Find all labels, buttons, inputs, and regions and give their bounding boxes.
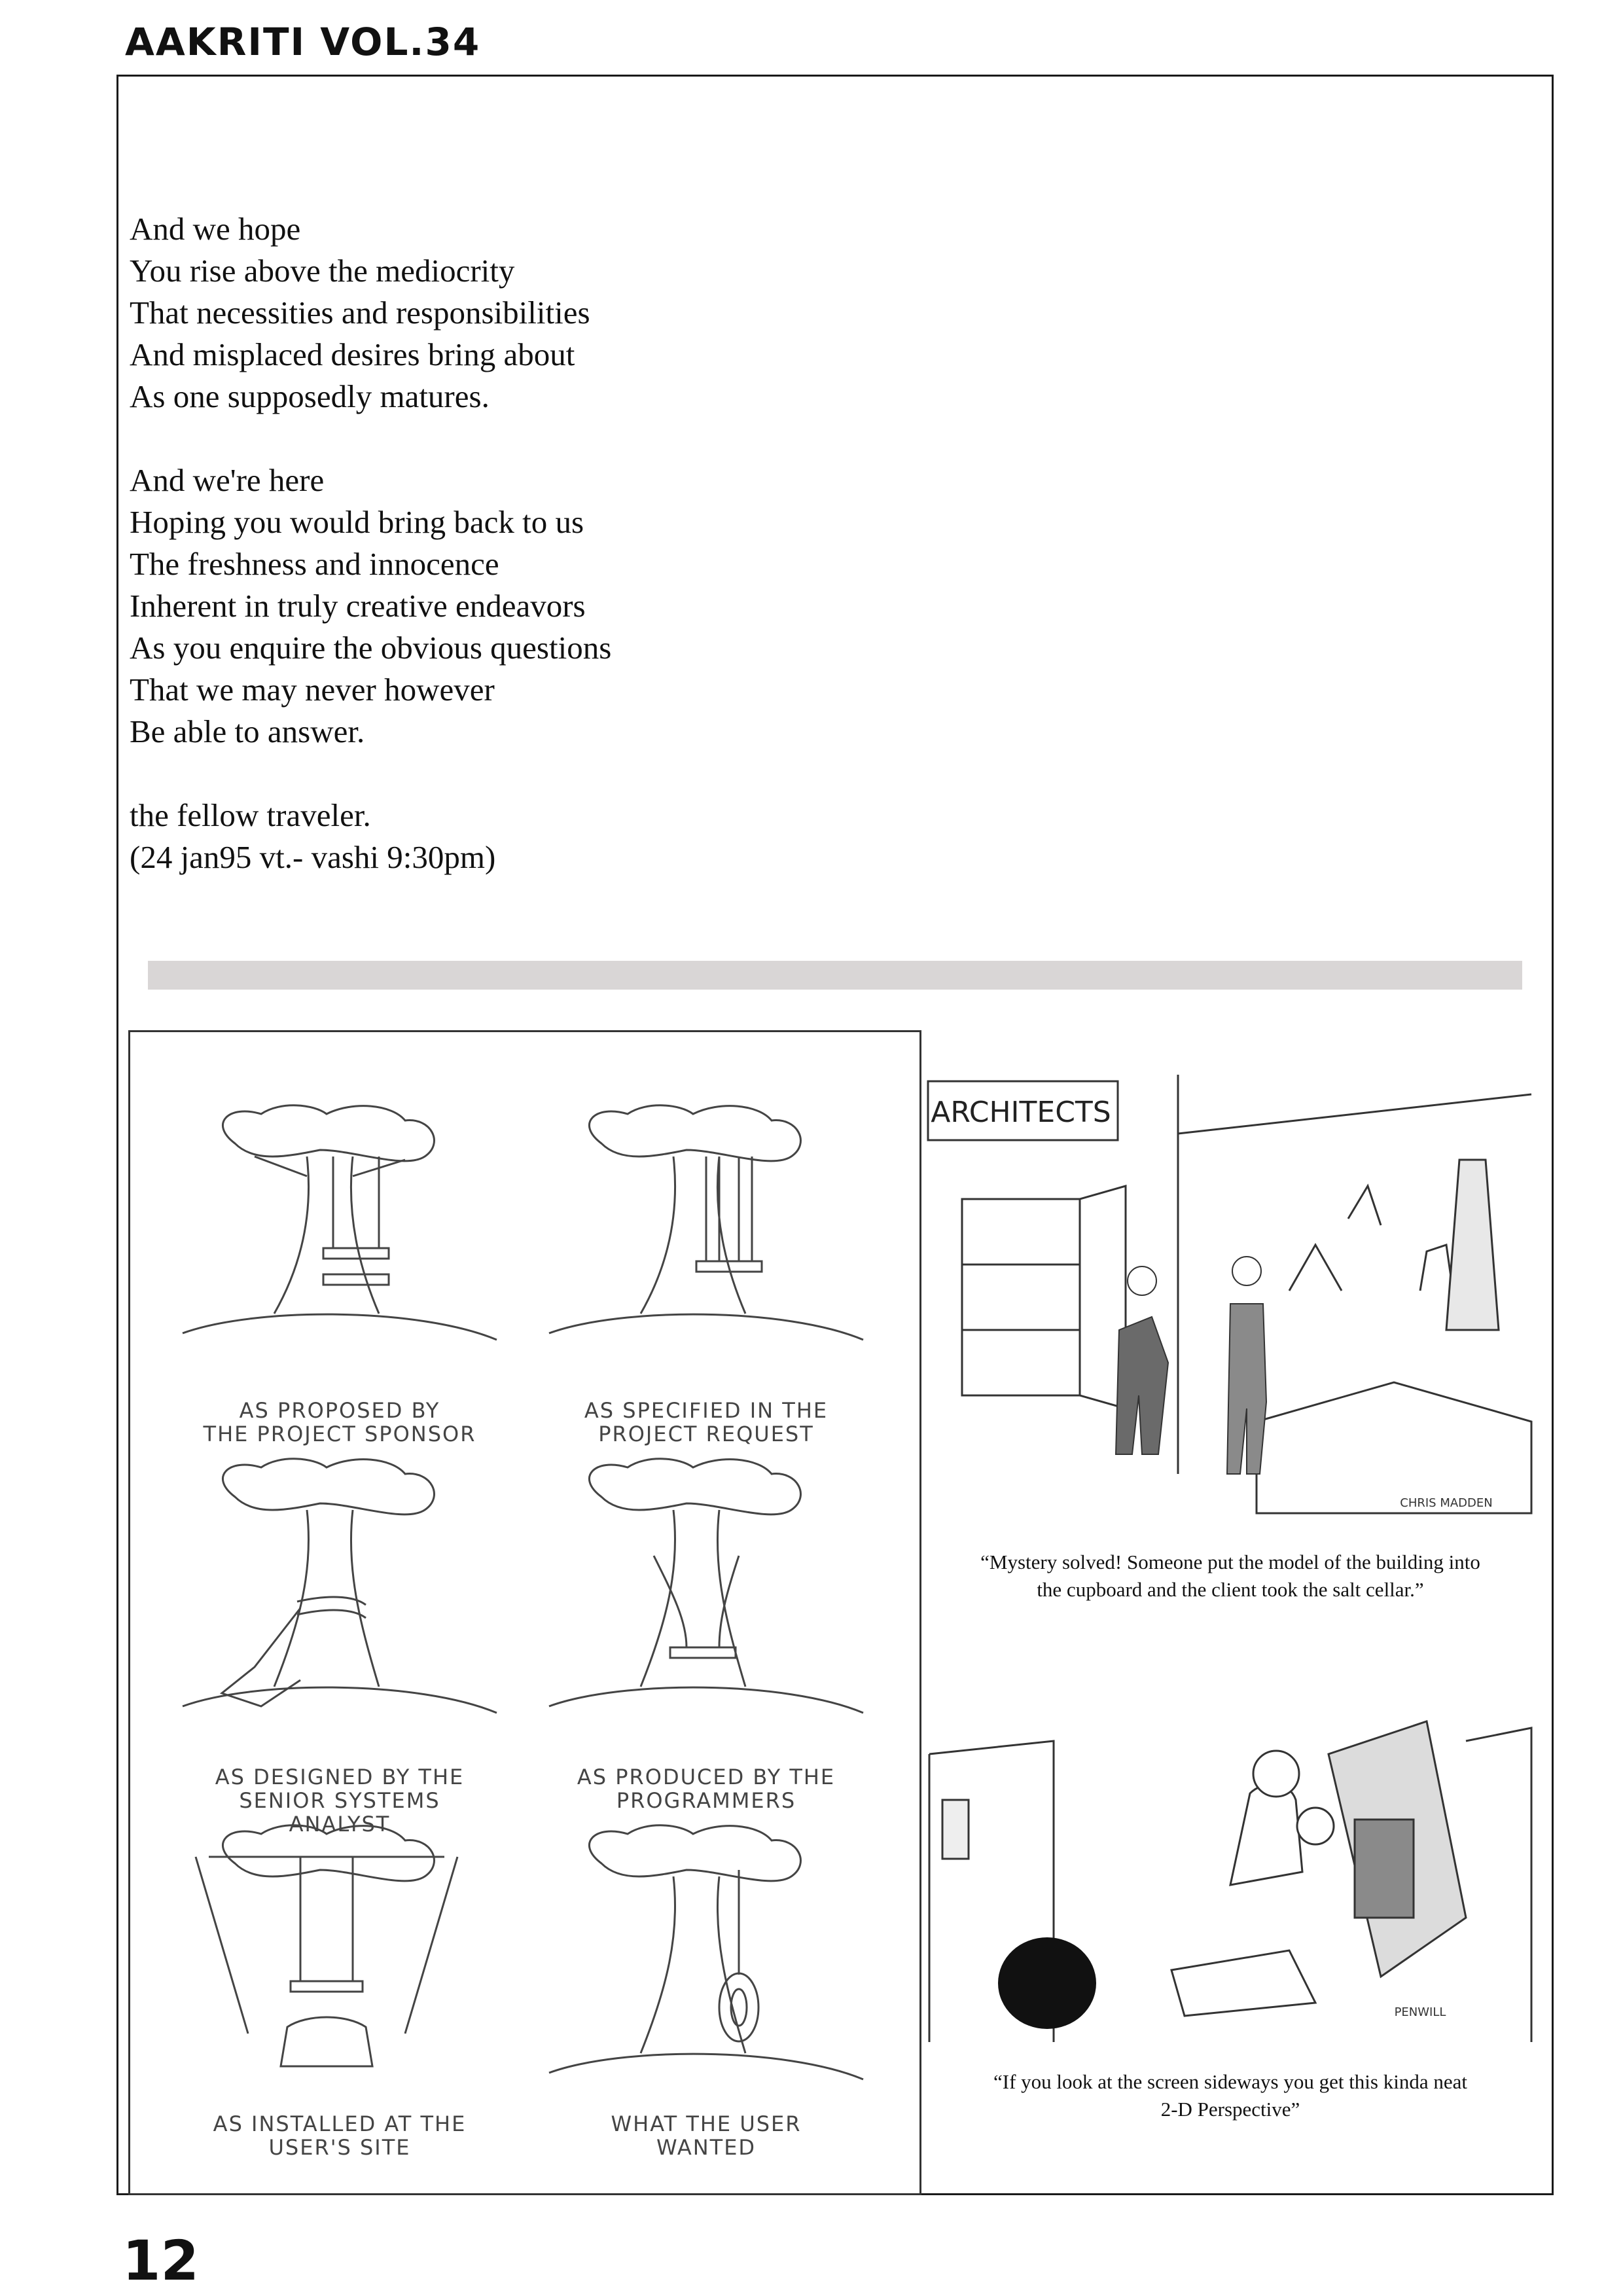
caption-line: PROGRAMMERS — [616, 1788, 796, 1813]
panel-caption — [523, 2112, 889, 2159]
poem-stanza-1 — [130, 208, 611, 418]
panel-caption — [156, 2112, 523, 2159]
tree-swing-illustration — [523, 1098, 889, 1399]
poem-date: (24 jan95 vt.- vashi 9:30pm) — [130, 839, 496, 875]
poem-author: the fellow traveler. — [130, 797, 371, 833]
caption-line: WHAT THE USER — [611, 2111, 802, 2136]
poem — [130, 208, 611, 920]
tree-tire-swing-illustration — [523, 1818, 889, 2112]
page-number: 12 — [122, 2229, 199, 2293]
poem-line: And we're here — [130, 462, 325, 498]
tree-swing-illustration — [156, 1451, 523, 1765]
comic-panel-2 — [523, 1098, 889, 1446]
poem-line: And we hope — [130, 211, 301, 247]
caption-line: “Mystery solved! Someone put the model of the building into — [980, 1551, 1480, 1573]
caption-line: AS PROPOSED BY — [239, 1398, 440, 1423]
poem-line: And misplaced desires bring about — [130, 336, 575, 372]
cartoonist-signature: CHRIS MADDEN — [1400, 1496, 1493, 1510]
architects-cartoon — [923, 1055, 1538, 1566]
comic-panel-3 — [156, 1451, 523, 1836]
screen-caption — [923, 2068, 1538, 2123]
caption-line: AS DESIGNED BY THE — [215, 1765, 465, 1789]
caption-line: USER'S SITE — [268, 2135, 411, 2160]
caption-line: the cupboard and the client took the salt cellar.” — [1037, 1578, 1424, 1601]
architects-cartoon-illustration — [923, 1055, 1538, 1566]
panel-caption — [523, 1399, 889, 1446]
poem-line: Be able to answer. — [130, 713, 365, 749]
tree-swing-illustration — [156, 1818, 523, 2112]
poem-signoff — [130, 795, 611, 878]
caption-line: AS INSTALLED AT THE — [213, 2111, 467, 2136]
caption-line: WANTED — [656, 2135, 757, 2160]
tree-swing-illustration — [523, 1451, 889, 1765]
poem-line: Inherent in truly creative endeavors — [130, 588, 586, 624]
tree-swing-comic — [128, 1030, 921, 2195]
panel-caption — [523, 1765, 889, 1812]
poem-line: That we may never however — [130, 672, 495, 708]
caption-line: 2-D Perspective” — [1160, 2098, 1300, 2121]
poem-line: As you enquire the obvious questions — [130, 630, 612, 666]
architects-caption — [923, 1549, 1538, 1604]
comic-panel-4 — [523, 1451, 889, 1812]
caption-line: AS PRODUCED BY THE — [577, 1765, 836, 1789]
caption-line: AS SPECIFIED IN THE — [584, 1398, 829, 1423]
tree-swing-illustration — [156, 1098, 523, 1399]
poem-line: As one supposedly matures. — [130, 378, 490, 414]
poem-line: That necessities and responsibilities — [130, 295, 590, 331]
panel-caption — [156, 1399, 523, 1446]
comic-panel-5 — [156, 1818, 523, 2159]
poem-stanza-2 — [130, 459, 611, 753]
cartoonist-signature: PENWILL — [1394, 2005, 1446, 2019]
section-divider — [148, 961, 1522, 990]
poem-line: The freshness and innocence — [130, 546, 499, 582]
caption-line: “If you look at the screen sideways you get this kinda neat — [993, 2070, 1467, 2093]
caption-line: ANALYST — [289, 1812, 391, 1837]
comic-panel-6 — [523, 1818, 889, 2159]
caption-line: THE PROJECT SPONSOR — [203, 1422, 476, 1446]
caption-line: SENIOR SYSTEMS — [239, 1788, 440, 1813]
chair-back — [998, 1937, 1096, 2029]
caption-line: PROJECT REQUEST — [598, 1422, 814, 1446]
screen-cartoon — [923, 1702, 1538, 2042]
poem-line: You rise above the mediocrity — [130, 253, 515, 289]
comic-panel-1 — [156, 1098, 523, 1446]
poem-line: Hoping you would bring back to us — [130, 504, 584, 540]
architects-sign: ARCHITECTS — [931, 1096, 1111, 1129]
magazine-title: AAKRITI VOL.34 — [125, 20, 481, 64]
screen-cartoon-illustration — [923, 1702, 1538, 2042]
